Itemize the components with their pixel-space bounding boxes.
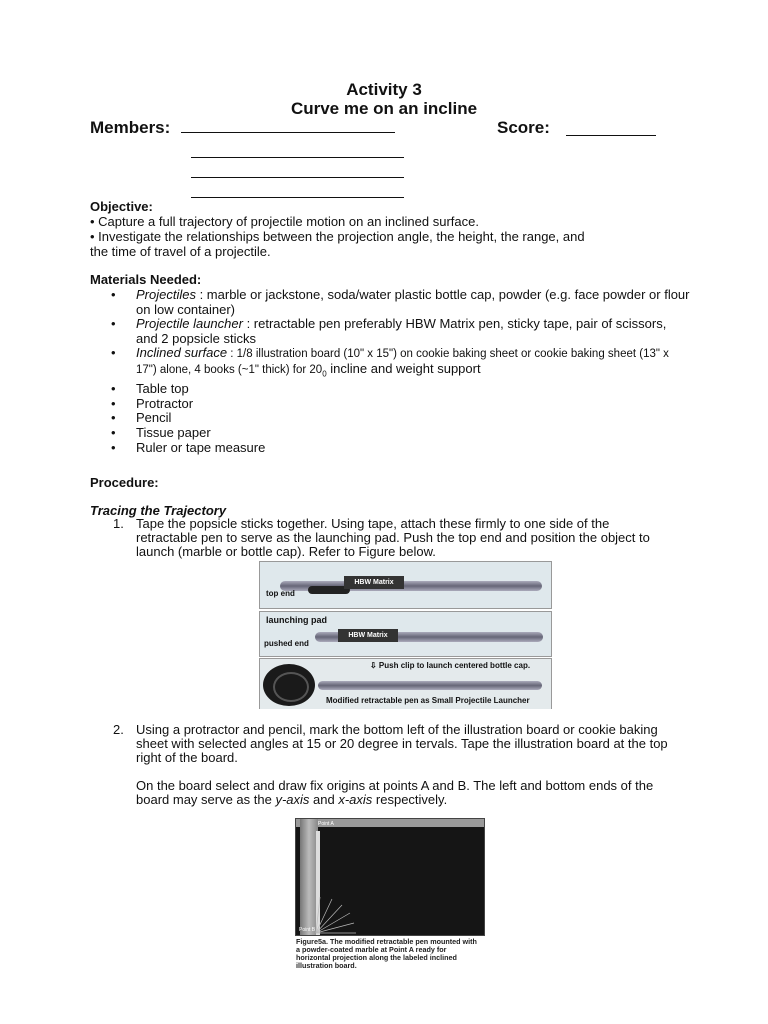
launcher-caption: Modified retractable pen as Small Projectile Launcher: [326, 696, 530, 705]
material-item: • Protractor: [90, 397, 690, 412]
material-item: • Inclined surface : 1/8 illustration board (10" x 15") on cookie baking sheet or cookie baking sheet (13" x 17") alone, 4 books (~1" thick) for $20_0$ incline and weight support: [90, 346, 690, 382]
board-figure-caption: Figure5a. The modified retractable pen mounted with a powder-coated marble at Point A ready for horizontal projection along the labeled inclined illustration board.: [296, 937, 477, 970]
member-line-3[interactable]: [191, 163, 404, 178]
member-line-4[interactable]: [191, 183, 404, 198]
material-item: • Table top: [90, 382, 690, 397]
procedure-step-2: 2. Using a protractor and pencil, mark the bottom left of the illustration board or cookie baking sheet with selected angles at 15 or 20 degree in tervals. Tape the illustration board at the top right of the board. On the board select and draw fix origins at points A and B. The left and bottom ends of the board may serve as the y-axis and x-axis respectively.: [113, 723, 673, 807]
point-b-label: Point B: [299, 927, 316, 933]
members-row: [90, 118, 690, 138]
objective-list: [90, 214, 690, 259]
board-photo: [295, 818, 485, 936]
objective-heading: Objective:: [90, 199, 153, 214]
members-label: Members:: [90, 118, 171, 137]
pen-brand-2: HBW Matrix: [338, 629, 398, 642]
member-line-1[interactable]: [181, 118, 395, 133]
score-line[interactable]: [566, 121, 656, 136]
push-clip-label: ⇩ Push clip to launch centered bottle cap.: [370, 661, 531, 670]
figure-panel-top: [259, 561, 552, 609]
score-label: Score:: [497, 118, 550, 137]
point-a-label: Point A: [318, 821, 334, 827]
material-item: • Projectiles : marble or jackstone, soda/water plastic bottle cap, powder (e.g. face powder or flour on low container): [90, 288, 690, 317]
procedure-step-1: 1. Tape the popsicle sticks together. Using tape, attach these firmly to one side of the retractable pen to serve as the launching pad. Push the top end and position the object to launch (marble or bottle cap). Refer to Figure below.: [113, 516, 650, 559]
materials-heading: Materials Needed:: [90, 272, 202, 287]
procedure-subheading: Tracing the Trajectory: [90, 503, 227, 518]
material-item: • Pencil: [90, 411, 690, 426]
materials-list: [90, 288, 690, 455]
figure-panel-bottom: [259, 658, 552, 709]
figure-panel-middle: [259, 611, 552, 657]
objective-item: • Capture a full trajectory of projectile motion on an inclined surface.: [90, 214, 479, 229]
page-title: Curve me on an incline: [290, 99, 478, 118]
pen-brand-1: HBW Matrix: [344, 576, 404, 589]
material-item: • Projectile launcher : retractable pen preferably HBW Matrix pen, sticky tape, pair of scissors, and 2 popsicle sticks: [90, 317, 690, 346]
procedure-step-2-paragraph: On the board select and draw fix origins at points A and B. The left and bottom ends of the board may serve as the y-axis and x-axis respectively.: [136, 778, 654, 807]
objective-item: the time of travel of a projectile.: [90, 244, 271, 259]
pushed-end-label: pushed end: [264, 639, 309, 648]
member-line-2[interactable]: [191, 143, 404, 158]
objective-item: • Investigate the relationships between the projection angle, the height, the range, and: [90, 229, 585, 244]
material-item: • Ruler or tape measure: [90, 441, 690, 456]
procedure-heading: Procedure:: [90, 475, 159, 490]
launcher-figure: [259, 561, 552, 709]
launching-pad-label: launching pad: [266, 615, 328, 625]
material-item: • Tissue paper: [90, 426, 690, 441]
activity-number: Activity 3: [346, 80, 422, 99]
protractor-marks: [308, 897, 358, 935]
top-end-label: top end: [266, 589, 295, 598]
